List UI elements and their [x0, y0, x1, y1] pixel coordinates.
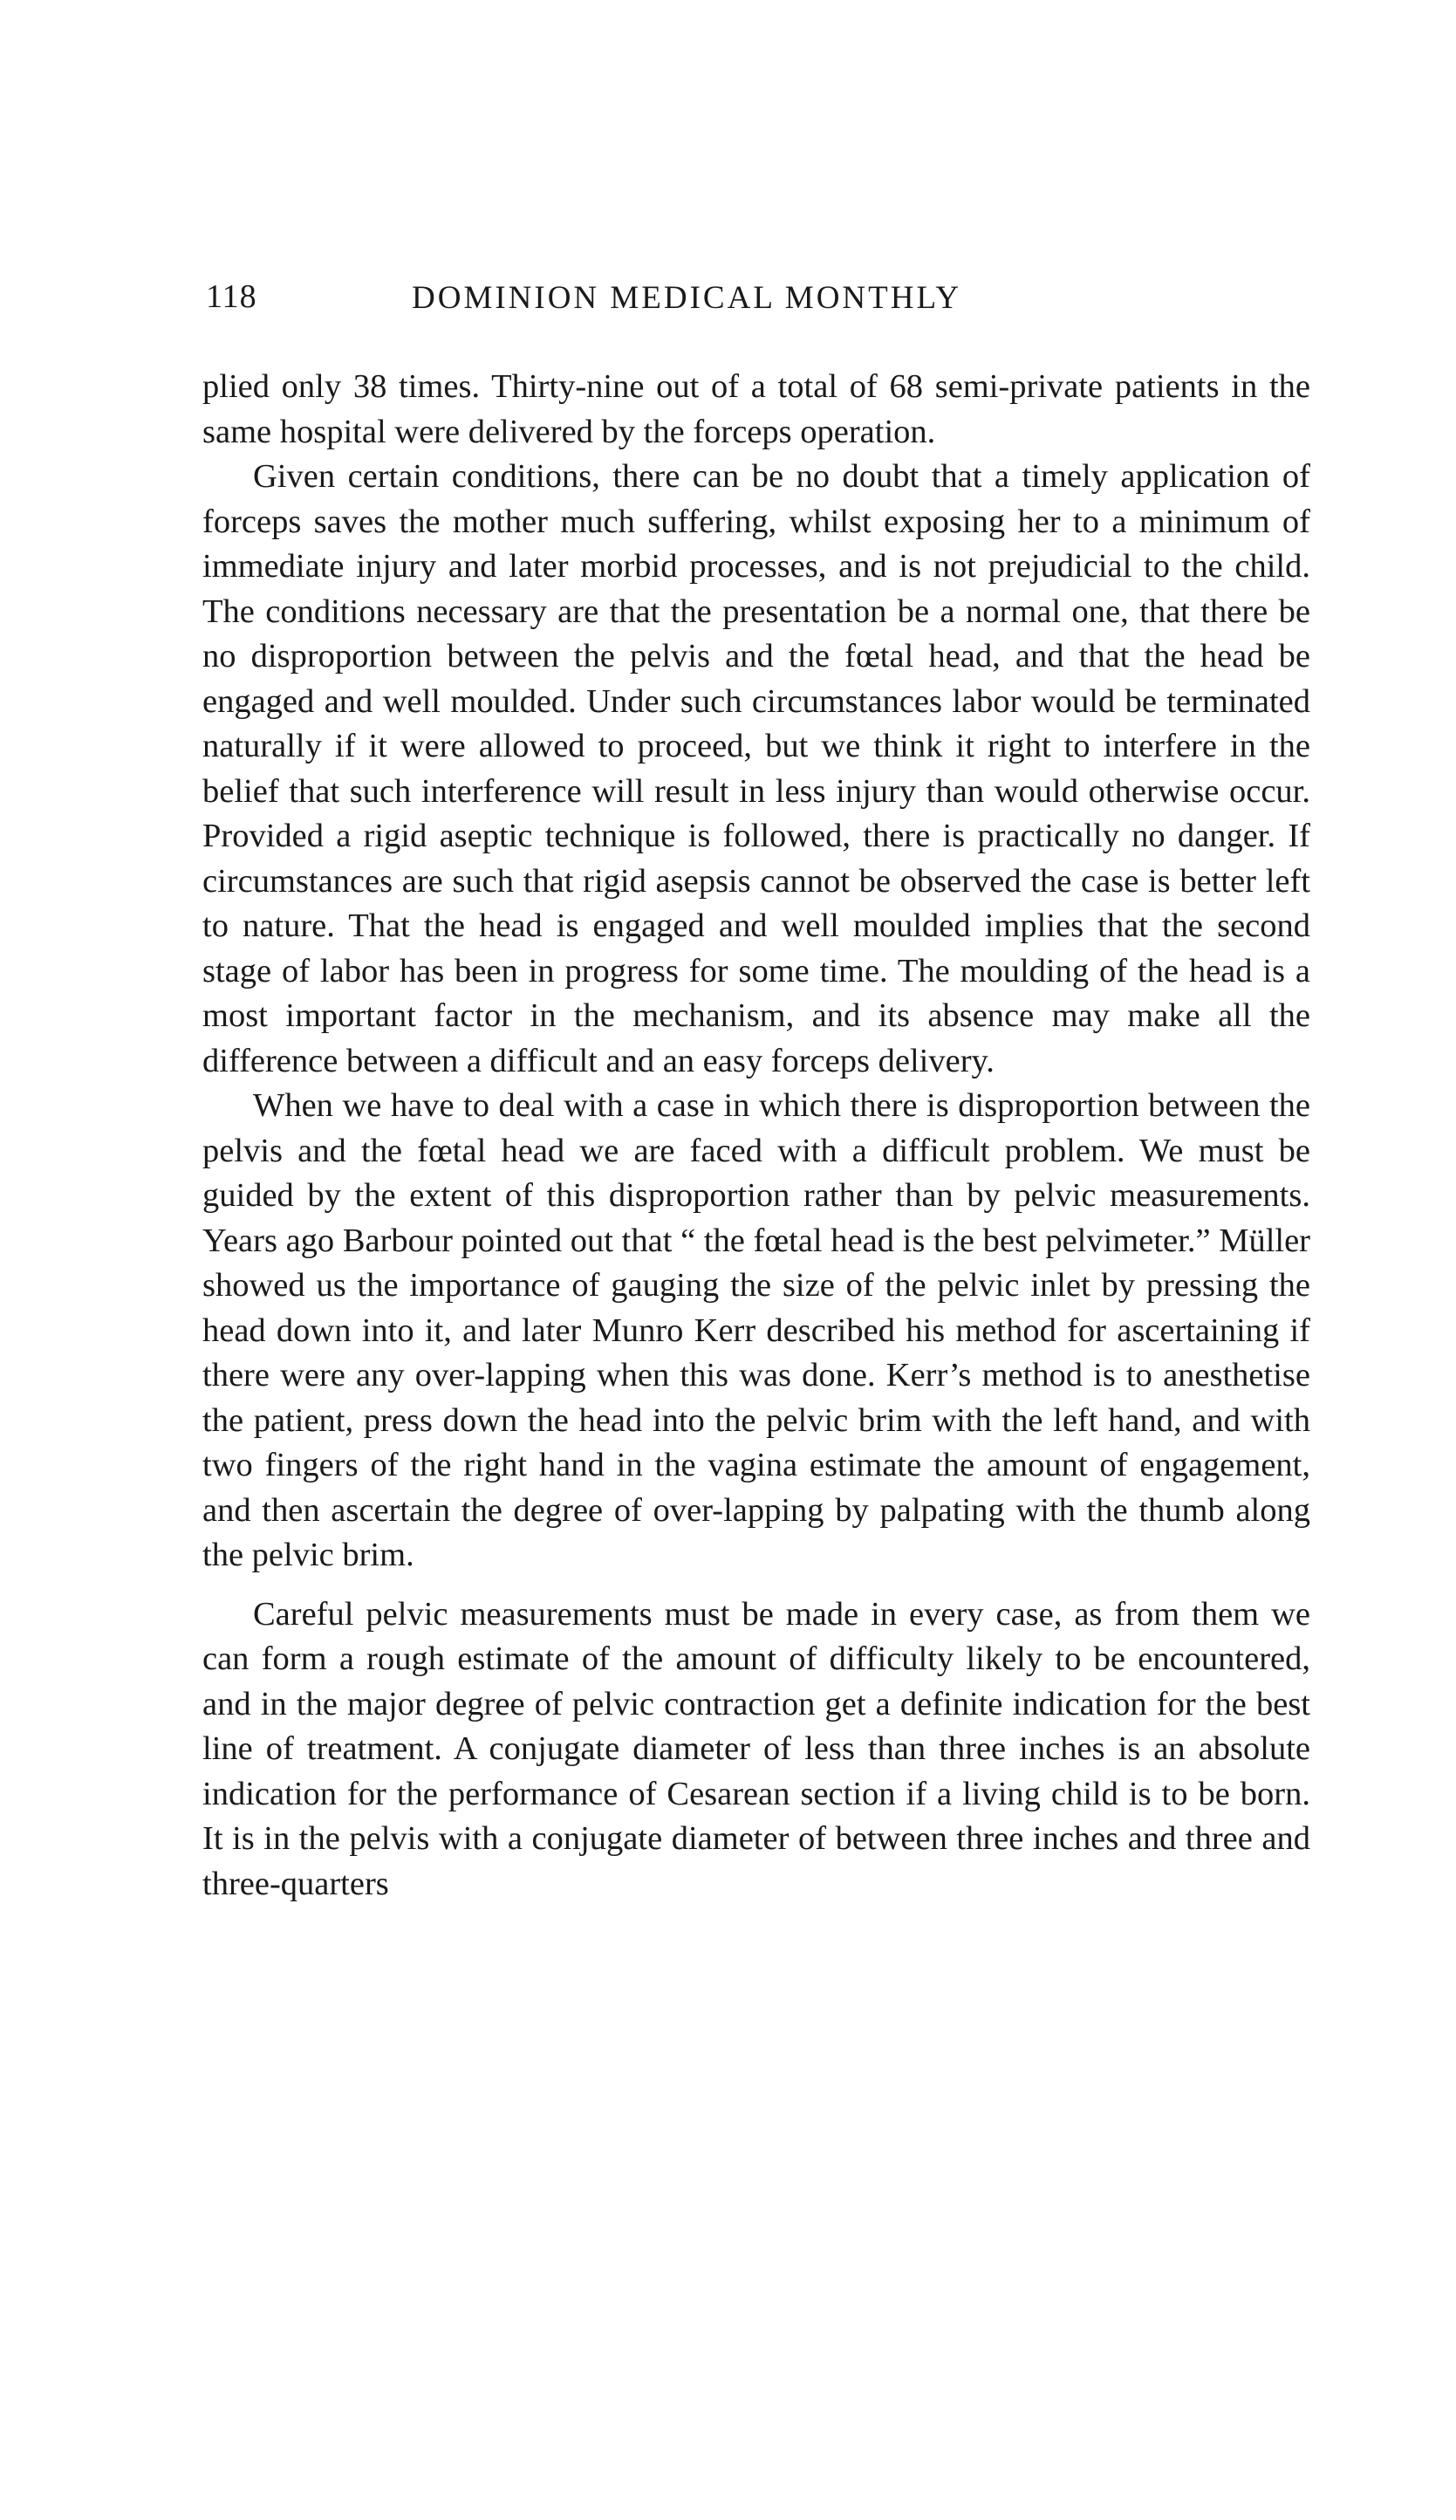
paragraph-disproportion: When we have to deal with a case in which there is disproportion between the pelvis and the fœtal head we are faced with a difficult problem. We must be guided by the extent of this disproportion rather than by pelvic measurements. Years ago Barbour pointed out that “ the fœtal head is the best pelvimeter.” Müller showed us the importance of gauging the size of the pelvic inlet by pressing the head down into it, and later Munro Kerr described his method for ascertaining if there were any over-lapping when this was done. Kerr’s method is to anesthetise the patient, press down the head into the pelvic brim with the left hand, and with two fingers of the right hand in the vagina estimate the amount of engagement, and then ascertain the degree of over-lapping by palpating with the thumb along the pelvic brim. [202, 1087, 1310, 1573]
running-head [206, 277, 1113, 330]
journal-title: DOMINION MEDICAL MONTHLY [412, 280, 962, 316]
page-number: 118 [206, 278, 257, 315]
paragraph-continuation: plied only 38 times. Thirty-nine out of a total of 68 semi-private patients in the same hospital were delivered by the forceps operation. [202, 368, 1310, 450]
paragraph-forceps-conditions: Given certain conditions, there can be no doubt that a timely application of forceps saves the mother much suffering, whilst exposing her to a minimum of immediate injury and later morbid processes, and is not prejudicial to the child. The conditions necessary are that the presentation be a normal one, that there be no disproportion between the pelvis and the fœtal head, and that the head be engaged and well moulded. Under such circumstances labor would be terminated naturally if it were allowed to proceed, but we think it right to interfere in the belief that such interference will result in less injury than would otherwise occur. Provided a rigid aseptic technique is followed, there is practically no danger. If circumstances are such that rigid asepsis cannot be observed the case is better left to nature. That the head is engaged and well moulded implies that the second stage of labor has been in progress for some time. The moulding of the head is a most important factor in the mechanism, and its absence may make all the difference between a difficult and an easy forceps delivery. [202, 458, 1310, 1079]
body-text [202, 365, 1310, 1907]
paragraph-pelvic-measurements: Careful pelvic measurements must be made in every case, as from them we can form a rough estimate of the amount of difficulty likely to be encountered, and in the major degree of pelvic contraction get a definite indication for the best line of treatment. A conjugate diameter of less than three inches is an absolute indication for the performance of Cesarean section if a living child is to be born. It is in the pelvis with a conjugate diameter of between three inches and three and three-quarters [202, 1595, 1310, 1902]
